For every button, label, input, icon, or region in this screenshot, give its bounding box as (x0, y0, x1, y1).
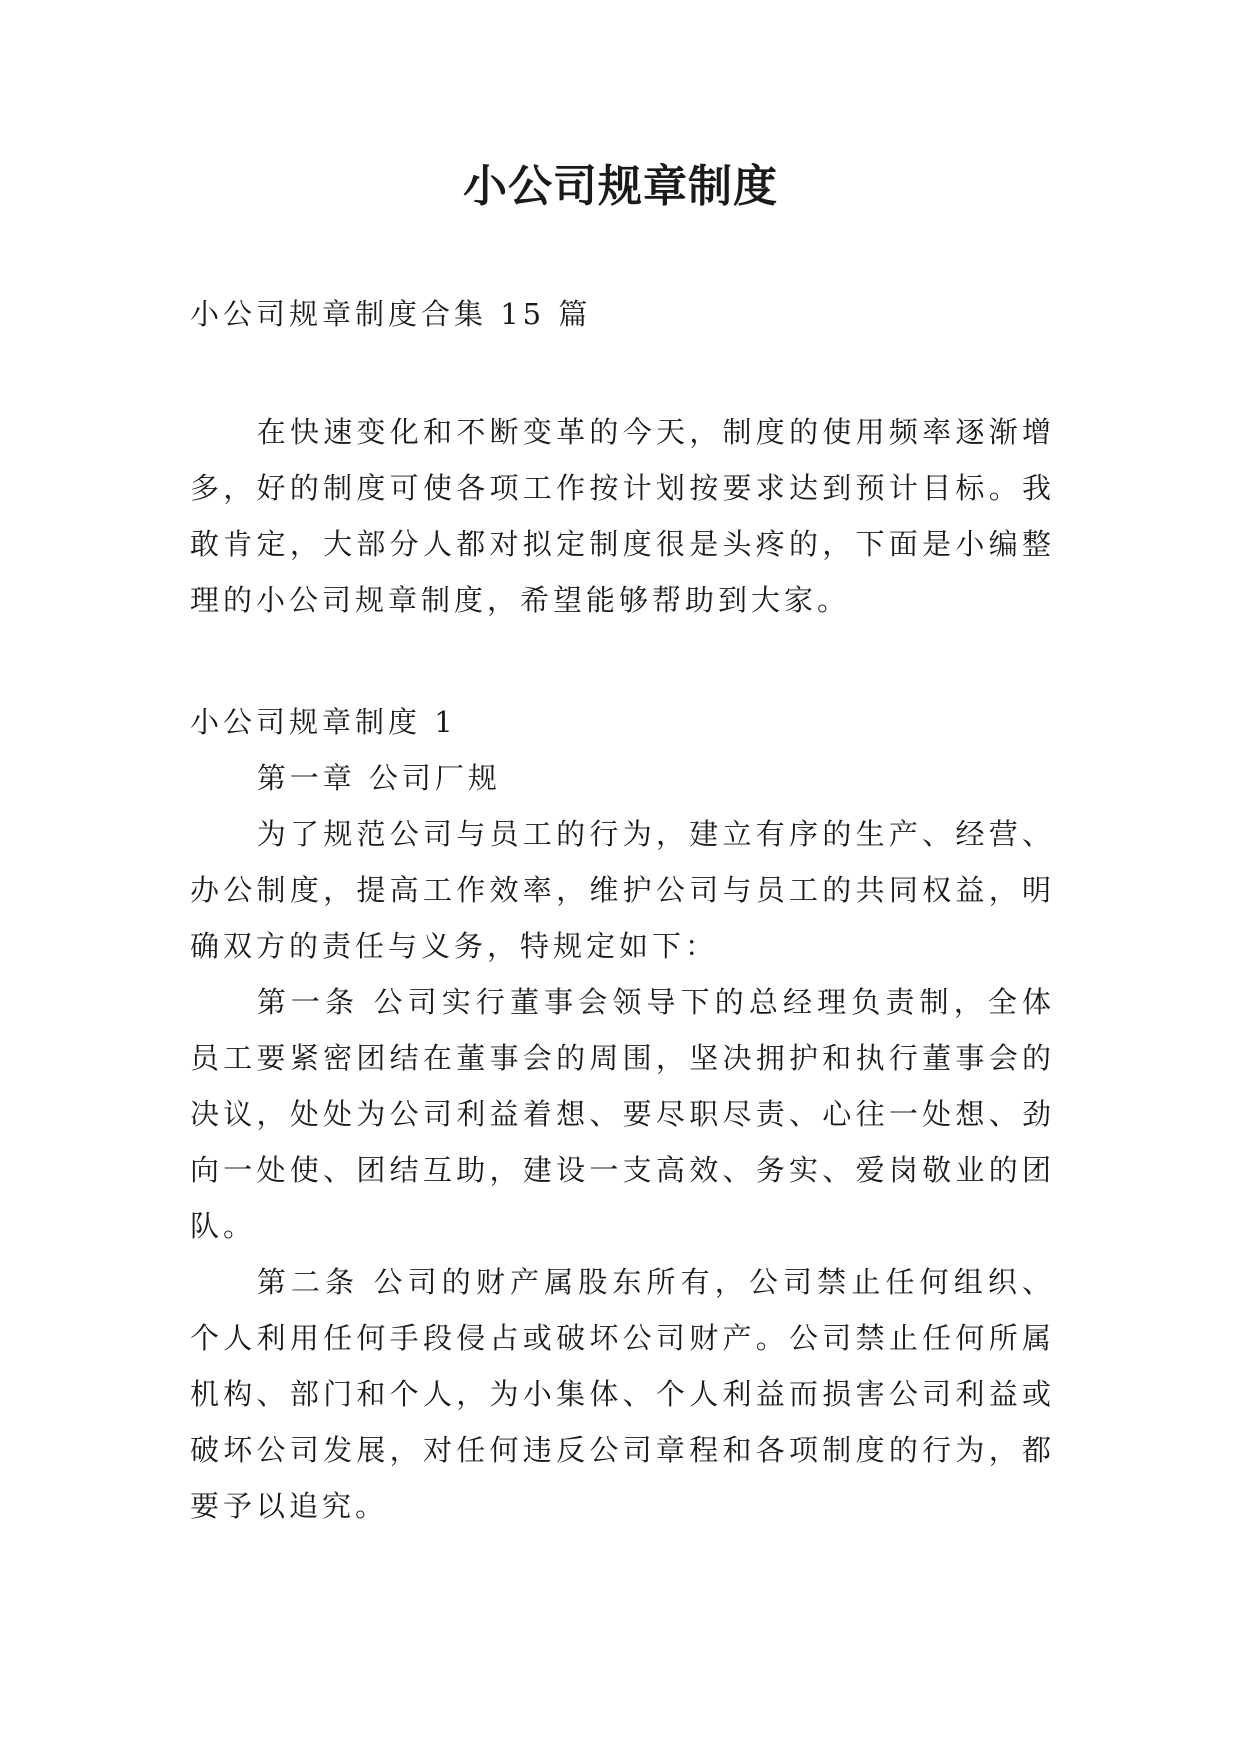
section-heading: 小公司规章制度 1 (190, 705, 457, 739)
chapter-heading: 第一章 公司厂规 (256, 761, 501, 795)
article-paragraph: 第二条 公司的财产属股东所有，公司禁止任何组织、个人利用任何手段侵占或破坏公司财产。公司禁止任何所属机构、部门和个人，为小集体、个人利益而损害公司利益或破坏公司发展，对任何违反公司章程和各项制度的行为，都要予以追究。 (190, 1265, 1055, 1523)
article-paragraph: 第一条 公司实行董事会领导下的总经理负责制，全体员工要紧密团结在董事会的周围，坚决拥护和执行董事会的决议，处处为公司利益着想、要尽职尽责、心往一处想、劲向一处使、团结互助，建设一支高效、务实、爱岗敬业的团队。 (190, 985, 1055, 1243)
section-body (190, 750, 1055, 1534)
body-paragraph: 为了规范公司与员工的行为，建立有序的生产、经营、办公制度，提高工作效率，维护公司与员工的共同权益，明确双方的责任与义务，特规定如下： (190, 817, 1055, 963)
intro-paragraph: 在快速变化和不断变革的今天，制度的使用频率逐渐增多，好的制度可使各项工作按计划按要求达到预计目标。我敢肯定，大部分人都对拟定制度很是头疼的，下面是小编整理的小公司规章制度，希望能够帮助到大家。 (190, 415, 1055, 617)
page-title: 小公司规章制度 (463, 161, 778, 212)
document-subtitle: 小公司规章制度合集 15 篇 (190, 297, 592, 331)
intro-section (190, 404, 1055, 628)
